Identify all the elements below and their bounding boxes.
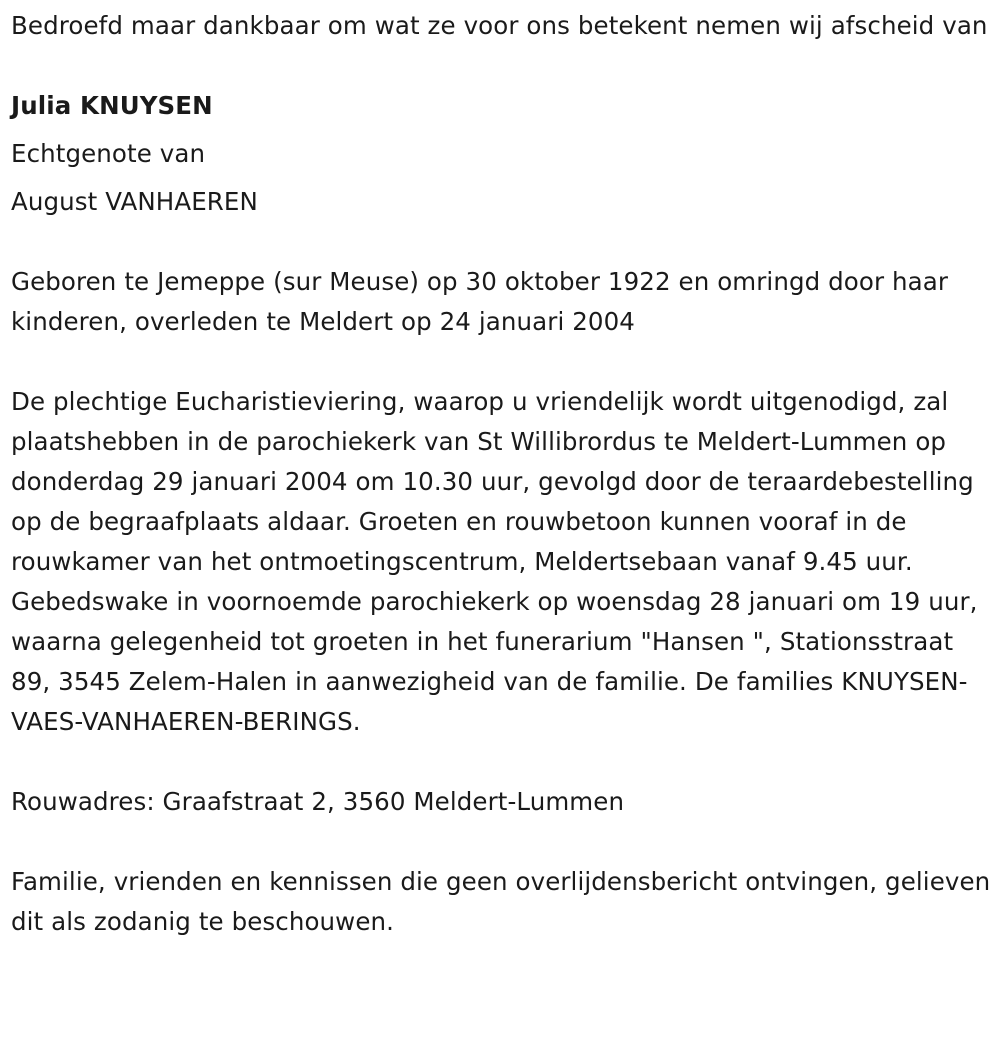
address-text: Rouwadres: Graafstraat 2, 3560 Meldert-Lummen bbox=[11, 787, 625, 816]
closing-text: Familie, vrienden en kennissen die geen overlijdensbericht ontvingen, gelieven dit als zodanig te beschouwen. bbox=[11, 867, 991, 936]
relation-text: Echtgenote van bbox=[11, 139, 206, 168]
obituary-document bbox=[11, 6, 991, 942]
spouse-name: August VANHAEREN bbox=[11, 187, 258, 216]
deceased-name: Julia KNUYSEN bbox=[11, 91, 213, 120]
birth-death-text: Geboren te Jemeppe (sur Meuse) op 30 oktober 1922 en omringd door haar kinderen, overleden te Meldert op 24 januari 2004 bbox=[11, 267, 949, 336]
intro-text: Bedroefd maar dankbaar om wat ze voor ons betekent nemen wij afscheid van bbox=[11, 11, 988, 40]
ceremony-text: De plechtige Eucharistieviering, waarop u vriendelijk wordt uitgenodigd, zal plaatshebben in de parochiekerk van St Willibrordus te Meldert-Lummen op donderdag 29 januari 2004 om 10.30 uur, gevolgd door de teraardebestelling op de begraafplaats aldaar. Groeten en rouwbetoon kunnen vooraf in de rouwkamer van het ontmoetingscentrum, Meldertsebaan vanaf 9.45 uur. Gebedswake in voornoemde parochiekerk op woensdag 28 januari om 19 uur, waarna gelegenheid tot groeten in het funerarium "Hansen ", Stationsstraat 89, 3545 Zelem-Halen in aanwezigheid van de familie. De families KNUYSEN-VAES-VANHAEREN-BERINGS. bbox=[11, 387, 978, 736]
